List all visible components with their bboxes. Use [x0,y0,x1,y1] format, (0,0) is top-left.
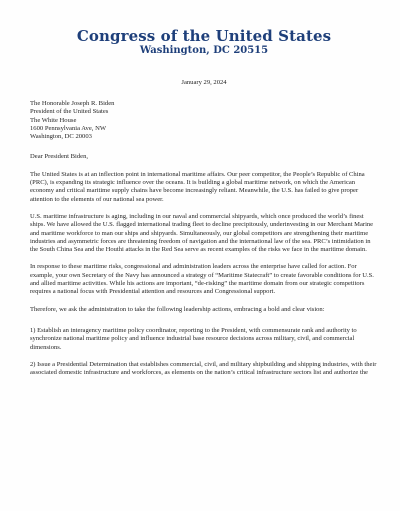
body-paragraph: In response to these maritime risks, congressional and administration leaders across the enterprise have called for action. For example, your own Secretary of the Navy has announced a strategy of “Maritime Statecraft” to create favorable conditions for U.S. and allied maritime activities. While his actions are important, “de-risking” the maritime domain from our strategic competitors requires a national focus with Presidential attention and resources and Congressional support. [30,263,374,296]
recipient-line: 1600 Pennsylvania Ave, NW [30,124,107,132]
body-paragraph: Therefore, we ask the administration to take the following leadership actions, embracing a bold and clear vision: [30,305,325,313]
letterhead-city: Washington, DC 20515 [139,45,269,56]
body-paragraph: 2) Issue a Presidential Determination that establishes commercial, civil, and military shipbuilding and shipping industries, with their associated domestic infrastructure and workforces, as elements on the nation’s critical infrastructure sectors list and authorize the [30,360,377,377]
recipient-address [30,100,378,141]
letter-body [30,171,378,378]
recipient-line: Washington, DC 20003 [30,133,92,141]
body-paragraph: U.S. maritime infrastructure is aging, including in our naval and commercial shipyards, which once produced the world’s finest ships. We have allowed the U.S. flagged international trading fleet to decline precipitously, underinvesting in our Merchant Marine and maritime workforce to man our ships and shipyards. Simultaneously, our global competitors are strengthening their maritime industries and asymmetric forces are threatening freedom of navigation and the international law of the sea. PRC’s intimidation in the South China Sea and the Houthi attacks in the Red Sea serve as recent examples of the risks we face in the maritime domain. [30,212,374,254]
body-paragraph: The United States is at an inflection point in international maritime affairs. Our peer competitor, the People’s Republic of China (PRC), is expanding its strategic influence over the oceans. It is building a global maritime network, on which the American economy and critical maritime supply chains have become increasingly reliant. Meanwhile, the U.S. has failed to give proper attention to the elements of our national sea power. [30,170,365,203]
letter-date: January 29, 2024 [181,79,227,86]
recipient-line: The Honorable Joseph R. Biden [30,100,115,107]
recipient-line: The White House [30,116,77,124]
body-paragraph: 1) Establish an interagency maritime policy coordinator, reporting to the President, with commensurate rank and authority to synchronize national maritime policy and influence industrial base resource decisions across military, civil, and commercial dimensions. [30,326,357,351]
recipient-line: President of the United States [30,108,109,116]
letterhead-title: Congress of the United States [76,27,332,45]
letterhead [30,0,378,57]
salutation: Dear President Biden, [30,153,89,161]
